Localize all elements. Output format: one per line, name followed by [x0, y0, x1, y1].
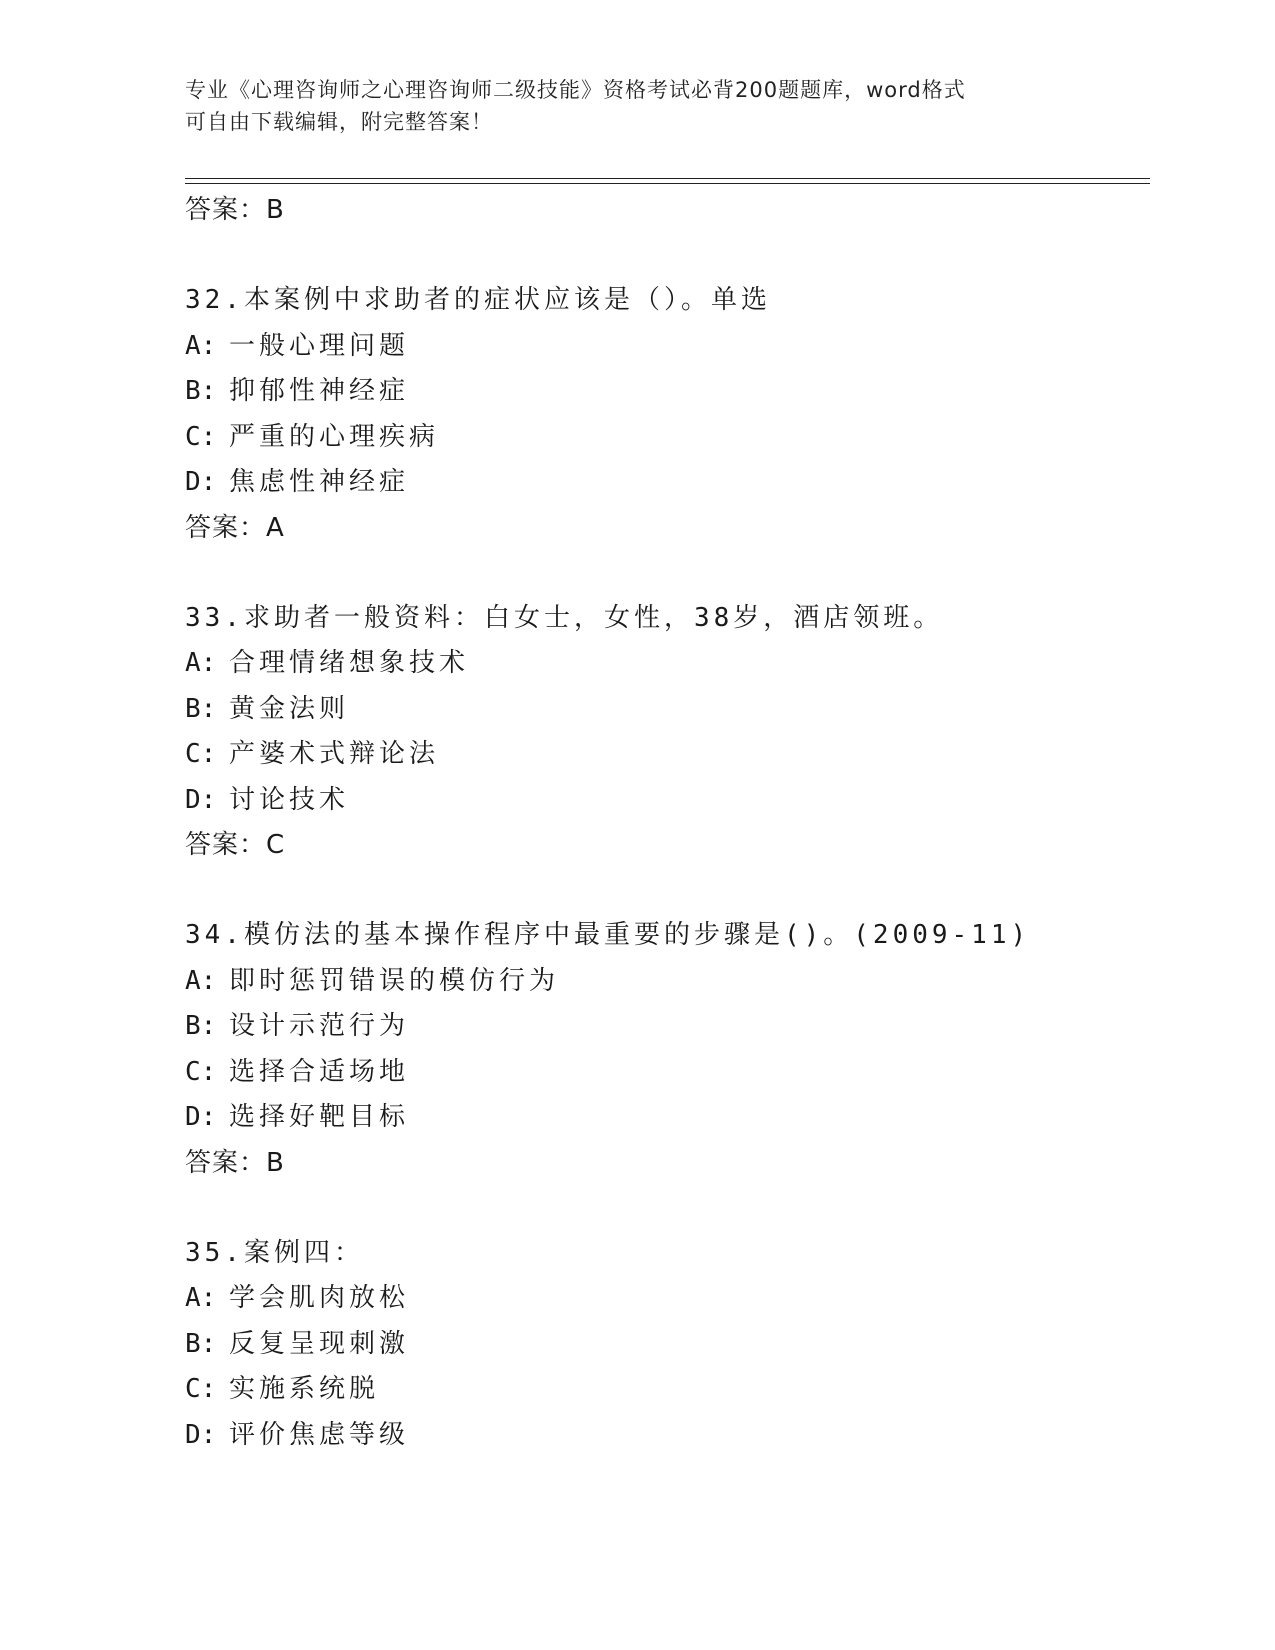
option-text: 评价焦虑等级 [229, 1419, 410, 1450]
option-label: C: [185, 421, 217, 452]
option-text: 严重的心理疾病 [229, 421, 440, 452]
option-text: 产婆术式辩论法 [229, 739, 440, 769]
option-d [185, 460, 1145, 506]
option-label: D: [185, 1102, 217, 1132]
option-text: 一般心理问题 [229, 330, 410, 361]
option-text: 反复呈现刺激 [229, 1328, 410, 1359]
option-label: C: [185, 1374, 217, 1404]
option-text: 抑郁性神经症 [229, 376, 410, 406]
option-text: 实施系统脱 [229, 1374, 380, 1404]
option-label: A: [185, 330, 217, 361]
option-b [185, 1322, 1145, 1368]
question-text: 34.模仿法的基本操作程序中最重要的步骤是()。(2009-11) [185, 920, 1031, 950]
option-text: 设计示范行为 [229, 1011, 410, 1041]
option-d [185, 1413, 1145, 1459]
option-label: C: [185, 1056, 217, 1087]
option-c [185, 415, 1145, 461]
option-a [185, 959, 1145, 1005]
answer-line: 答案：C [185, 830, 286, 860]
option-label: C: [185, 739, 217, 769]
question-block [185, 1231, 1145, 1459]
option-a [185, 641, 1145, 687]
answer-line: 答案：A [185, 512, 285, 543]
option-text: 选择合适场地 [229, 1056, 410, 1087]
option-text: 学会肌肉放松 [229, 1283, 410, 1313]
option-a [185, 324, 1145, 370]
answer-line: 答案：B [185, 1147, 285, 1178]
question-block [185, 596, 1145, 914]
option-text: 合理情绪想象技术 [229, 648, 470, 678]
option-label: A: [185, 648, 217, 678]
spacer [185, 868, 1145, 913]
question-text: 33.求助者一般资料：白女士，女性，38岁，酒店领班。 [185, 602, 944, 633]
question-text: 35.案例四： [185, 1237, 364, 1268]
option-c [185, 1050, 1145, 1096]
header-rule-top [185, 178, 1150, 179]
option-label: D: [185, 784, 217, 815]
header-line-2: 可自由下载编辑，附完整答案！ [185, 110, 493, 134]
option-label: A: [185, 1283, 217, 1313]
option-b [185, 369, 1145, 415]
question-list [185, 188, 1145, 1458]
option-c [185, 1367, 1145, 1413]
spacer [185, 551, 1145, 596]
document-header [185, 74, 1085, 138]
option-label: B: [185, 1011, 217, 1041]
option-label: B: [185, 376, 217, 406]
question-block [185, 278, 1145, 596]
option-a [185, 1276, 1145, 1322]
option-label: A: [185, 965, 217, 996]
question-text: 32.本案例中求助者的症状应该是（）。单选 [185, 285, 771, 315]
option-text: 焦虑性神经症 [229, 467, 410, 497]
option-text: 即时惩罚错误的模仿行为 [229, 965, 560, 996]
option-c [185, 732, 1145, 778]
option-text: 黄金法则 [229, 693, 350, 724]
option-label: D: [185, 467, 217, 497]
option-text: 讨论技术 [229, 784, 350, 815]
spacer [185, 1186, 1145, 1231]
header-line-1: 专业《心理咨询师之心理咨询师二级技能》资格考试必背200题题库，word格式 [185, 78, 966, 102]
option-d [185, 778, 1145, 824]
option-d [185, 1095, 1145, 1141]
previous-answer: 答案：B [185, 195, 285, 225]
option-label: D: [185, 1419, 217, 1450]
option-text: 选择好靶目标 [229, 1102, 410, 1132]
question-block [185, 913, 1145, 1231]
option-label: B: [185, 693, 217, 724]
option-b [185, 1004, 1145, 1050]
header-rule-bottom [185, 183, 1150, 184]
option-b [185, 687, 1145, 733]
option-label: B: [185, 1328, 217, 1359]
spacer [185, 233, 1145, 278]
